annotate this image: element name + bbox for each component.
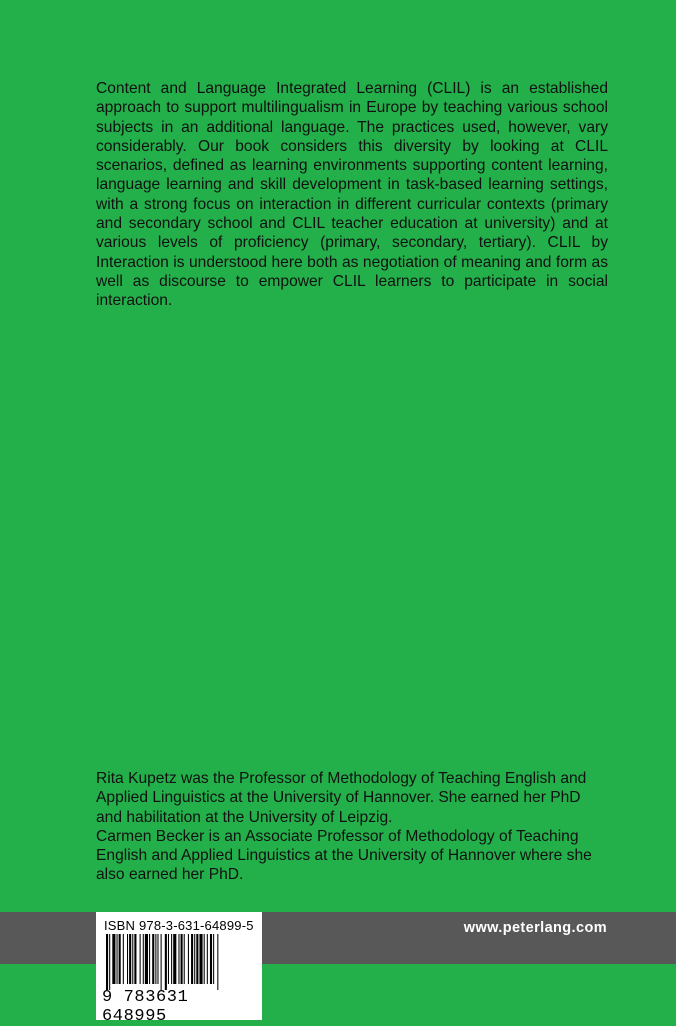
barcode-bar bbox=[155, 934, 156, 984]
barcode-bar bbox=[168, 934, 169, 984]
barcode-bar bbox=[194, 934, 195, 984]
barcode-bar bbox=[127, 934, 128, 984]
barcode-bar bbox=[173, 934, 176, 984]
isbn-label: ISBN 978-3-631-64899-5 bbox=[104, 918, 254, 933]
barcode-bar bbox=[157, 934, 158, 984]
barcode-bar bbox=[109, 934, 110, 990]
barcode-bar bbox=[213, 934, 214, 984]
barcode-bar bbox=[132, 934, 133, 984]
barcode-bar bbox=[188, 934, 189, 984]
barcode-box bbox=[96, 912, 262, 1026]
barcode-bar bbox=[217, 934, 218, 990]
barcode-bar bbox=[191, 934, 193, 984]
barcode-bar bbox=[149, 934, 150, 984]
barcode-bar bbox=[165, 934, 167, 990]
author-bios bbox=[96, 769, 608, 885]
barcode-number: 9 783631 648995 bbox=[102, 988, 189, 1026]
barcode-bar bbox=[119, 934, 121, 984]
barcode-bar bbox=[112, 934, 115, 984]
barcode-bar bbox=[152, 934, 154, 984]
barcode-bar bbox=[106, 934, 108, 990]
barcode-bar bbox=[204, 934, 205, 984]
barcode-bar bbox=[181, 934, 183, 984]
barcode-icon bbox=[104, 934, 254, 990]
barcode-bar bbox=[184, 934, 185, 984]
barcode-bar bbox=[129, 934, 131, 984]
author-bio-becker: Carmen Becker is an Associate Professor of Methodology of Teaching English and Applied Linguistics at the University of Hannover where she also earned her PhD. bbox=[96, 827, 592, 884]
book-description: Content and Language Integrated Learning (CLIL) is an established approach to support multilingualism in Europe by teaching various school subjects in an additional language. The practices used, however, vary considerably. Our book considers this diversity by looking at CLIL scenarios, defined as learning environments supporting content learning, language learning and skill development in task-based learning settings, with a strong focus on interaction in different curricular contexts (primary and secondary school and CLIL teacher education at university) and at various levels of proficiency (primary, secondary, tertiary). CLIL by Interaction is understood here both as negotiation of meaning and form as well as discourse to empower CLIL learners to participate in social interaction. bbox=[96, 80, 608, 310]
barcode-bar bbox=[143, 934, 144, 984]
barcode-bar bbox=[171, 934, 172, 984]
barcode-bar bbox=[196, 934, 198, 984]
barcode-bar bbox=[178, 934, 179, 984]
barcode-bar bbox=[140, 934, 141, 984]
barcode-bar bbox=[161, 934, 162, 990]
barcode-bar bbox=[117, 934, 118, 984]
barcode-bar bbox=[134, 934, 136, 984]
barcode-bar bbox=[123, 934, 124, 984]
barcode-bar bbox=[145, 934, 148, 984]
barcode-bar bbox=[199, 934, 202, 984]
barcode-bar bbox=[207, 934, 208, 984]
publisher-website[interactable]: www.peterlang.com bbox=[463, 920, 607, 936]
author-bio-kupetz: Rita Kupetz was the Professor of Methodology of Teaching English and Applied Linguistics at the University of Hannover. She earned her PhD and habilitation at the University of Leipzig. bbox=[96, 770, 587, 826]
barcode-bar bbox=[210, 934, 212, 984]
